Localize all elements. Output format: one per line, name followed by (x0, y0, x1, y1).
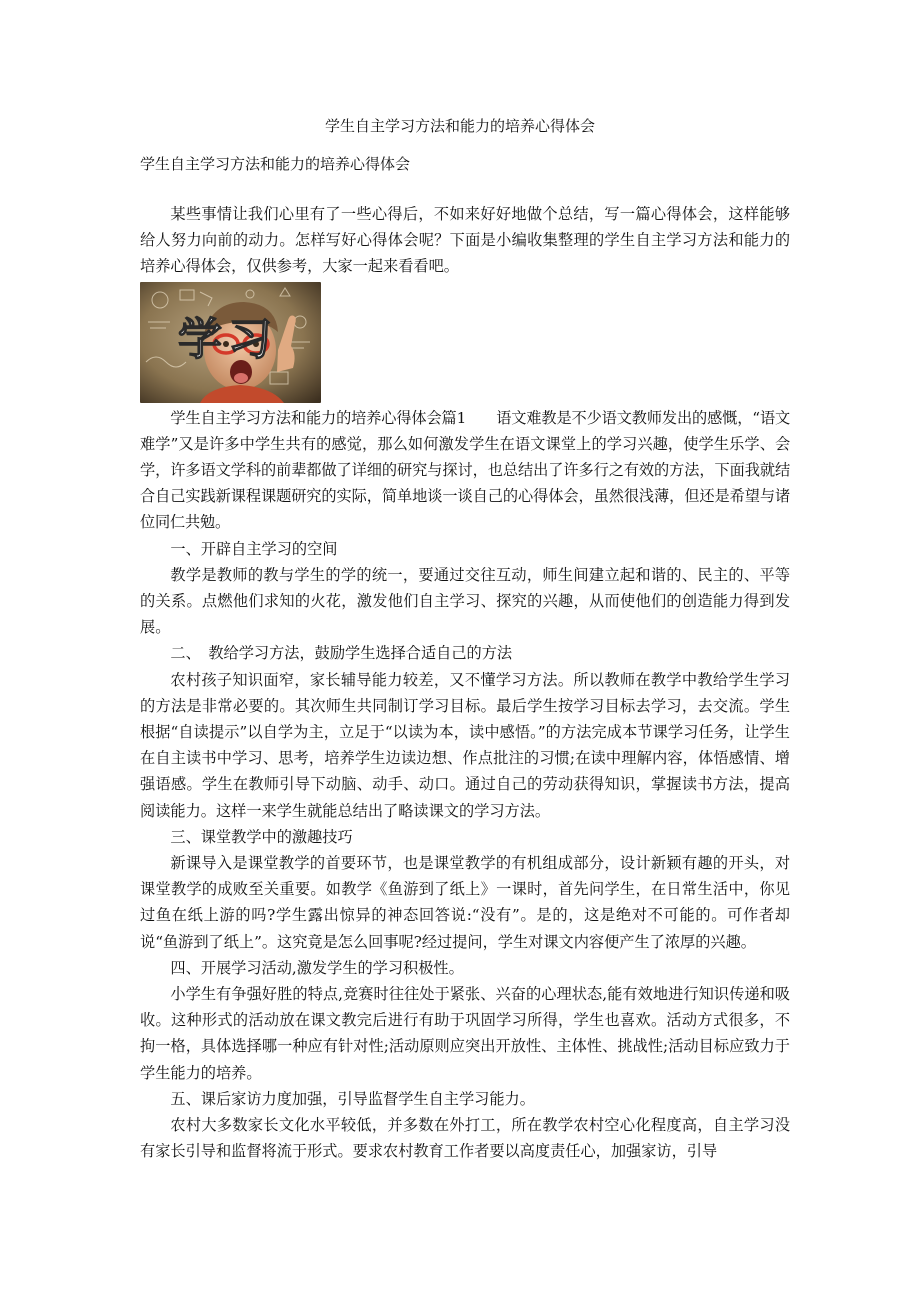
heading-4: 四、开展学习活动,激发学生的学习积极性。 (170, 958, 464, 977)
paragraph-2: 农村孩子知识面窄，家长辅导能力较差，又不懂学习方法。所以教师在教学中教给学生学习的方法是非常必要的。其次师生共同制订学习目标。最后学生按学习目标去学习，去交流。学生根据“自读提示”以自学为主，立足于“以读为本，读中感悟。”的方法完成本节课学习任务，让学生在自主读书中学习、思考，培养学生边读边想、作点批注的习惯;在读中理解内容，体悟感情、增强语感。学生在教师引导下动脑、动手、动口。通过自己的劳动获得知识，掌握读书方法，提高阅读能力。这样一来学生就能总结出了略读课文的学习方法。 (140, 670, 790, 820)
paragraph-4: 小学生有争强好胜的特点,竞赛时往往处于紧张、兴奋的心理状态,能有效地进行知识传递和吸收。这种形式的活动放在课文教完后进行有助于巩固学习所得，学生也喜欢。活动方式很多，不拘一格，具体选择哪一种应有针对性;活动原则应突出开放性、主体性、挑战性;活动目标应致力于学生能力的培养。 (140, 985, 790, 1082)
study-image-text: 学习 (178, 313, 278, 365)
paragraph-5: 农村大多数家长文化水平较低，并多数在外打工，所在教学农村空心化程度高，自主学习没有家长引导和监督将流于形式。要求农村教育工作者要以高度责任心，加强家访，引导 (140, 1116, 790, 1161)
document-title: 学生自主学习方法和能力的培养心得体会 (324, 117, 595, 135)
heading-1: 一、开辟自主学习的空间 (170, 539, 338, 558)
study-image (140, 282, 321, 403)
heading-5: 五、课后家访力度加强，引导监督学生自主学习能力。 (170, 1089, 535, 1108)
study-photo-icon (140, 282, 321, 403)
heading-3: 三、课堂教学中的激趣技巧 (170, 827, 353, 846)
heading-2: 二、 教给学习方法，鼓励学生选择合适自己的方法 (170, 644, 513, 663)
section1-paragraph: 学生自主学习方法和能力的培养心得体会篇1 语文难教是不少语文教师发出的感慨，“语文难学”又是许多中学生共有的感觉，那么如何激发学生在语文课堂上的学习兴趣，使学生乐学、会学，许多语文学科的前辈都做了详细的研究与探讨，也总结出了许多行之有效的方法，下面我就结合自己实践新课程课题研究的实际，简单地谈一谈自己的心得体会，虽然很浅薄，但还是希望与诸位同仁共勉。 (140, 408, 790, 532)
document-subtitle: 学生自主学习方法和能力的培养心得体会 (140, 155, 411, 173)
paragraph-3: 新课导入是课堂教学的首要环节，也是课堂教学的有机组成部分，设计新颖有趣的开头，对课堂教学的成败至关重要。如教学《鱼游到了纸上》一课时，首先问学生，在日常生活中，你见过鱼在纸上游的吗?学生露出惊异的神态回答说:“没有”。是的，这是绝对不可能的。可作者却说“鱼游到了纸上”。这究竟是怎么回事呢?经过提问，学生对课文内容便产生了浓厚的兴趣。 (140, 854, 790, 951)
intro-paragraph: 某些事情让我们心里有了一些心得后，不如来好好地做个总结，写一篇心得体会，这样能够给人努力向前的动力。怎样写好心得体会呢？下面是小编收集整理的学生自主学习方法和能力的培养心得体会，仅供参考，大家一起来看看吧。 (140, 205, 790, 276)
document-body (140, 201, 790, 1165)
paragraph-1: 教学是教师的教与学生的学的统一，要通过交往互动，师生间建立起和谐的、民主的、平等的关系。点燃他们求知的火花，激发他们自主学习、探究的兴趣，从而使他们的创造能力得到发展。 (140, 565, 790, 637)
